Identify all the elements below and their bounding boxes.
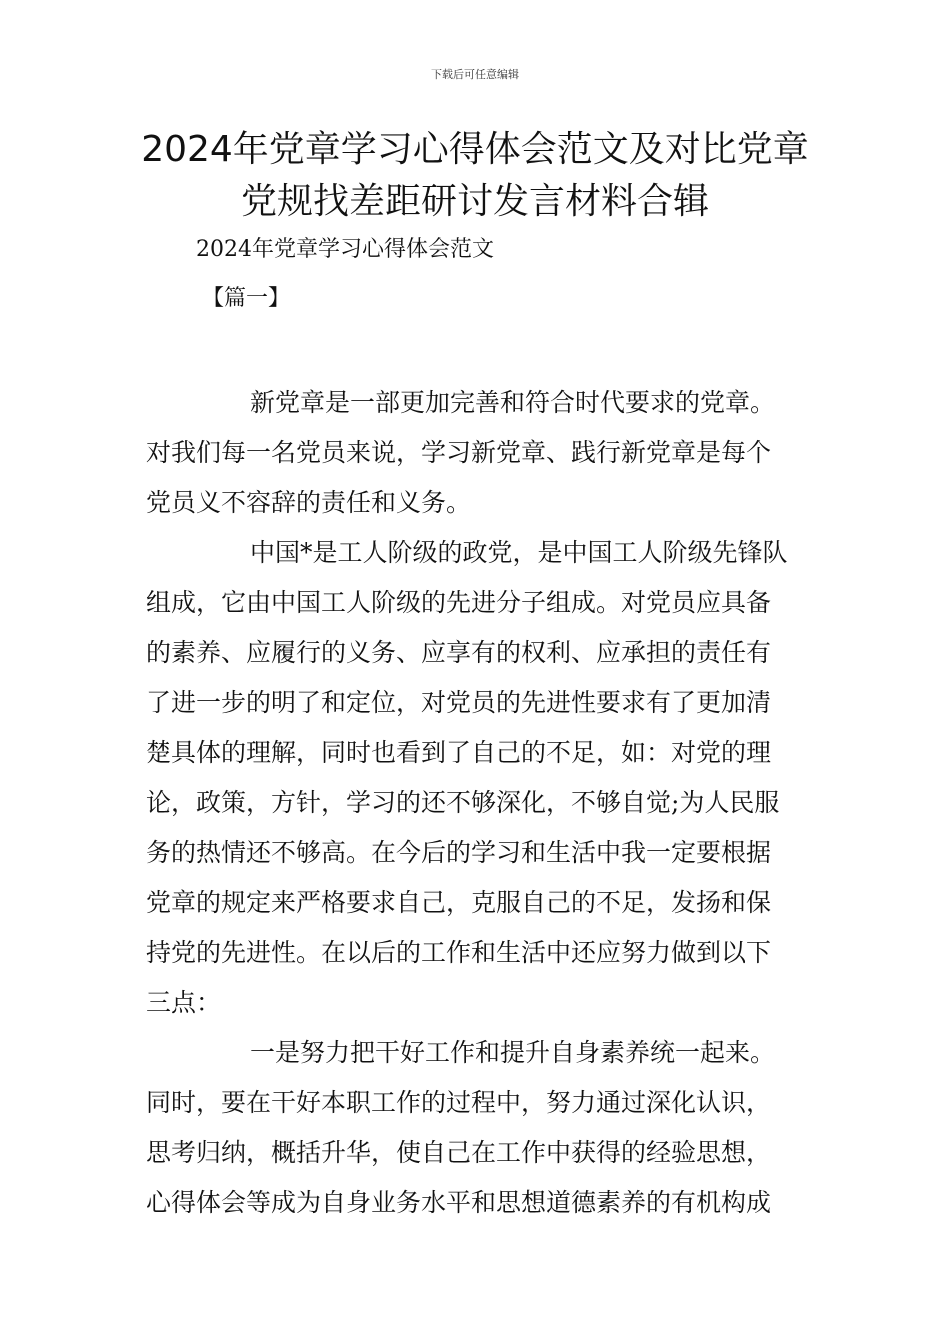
paragraph-1-line-2: 对我们每一名党员来说，学习新党章、践行新党章是每个 <box>146 438 772 467</box>
paragraph-2-line-8: 党章的规定来严格要求自己，克服自己的不足，发扬和保 <box>146 888 772 917</box>
paragraph-1-line-3: 党员义不容辞的责任和义务。 <box>146 488 472 517</box>
document-title <box>60 124 890 228</box>
paragraph-2-line-7: 务的热情还不够高。在今后的学习和生活中我一定要根据 <box>146 838 772 867</box>
title-line-1: 2024年党章学习心得体会范文及对比党章 <box>141 129 809 170</box>
subtitle: 2024年党章学习心得体会范文 <box>196 237 494 262</box>
paragraph-2-line-2: 组成，它由中国工人阶级的先进分子组成。对党员应具备 <box>146 588 772 617</box>
paragraph-2-line-3: 的素养、应履行的义务、应享有的权利、应承担的责任有 <box>146 638 772 667</box>
paragraph-2-line-6: 论，政策，方针，学习的还不够深化，不够自觉;为人民服 <box>146 788 780 817</box>
paragraph-2-line-4: 了进一步的明了和定位，对党员的先进性要求有了更加清 <box>146 688 772 717</box>
title-line-2: 党规找差距研讨发言材料合辑 <box>240 181 709 222</box>
paragraph-2-line-10: 三点： <box>146 988 222 1017</box>
paragraph-2-line-9: 持党的先进性。在以后的工作和生活中还应努力做到以下 <box>146 938 772 967</box>
paragraph-2-line-1: 中国*是工人阶级的政党，是中国工人阶级先锋队 <box>250 538 788 567</box>
paragraph-3-line-1: 一是努力把干好工作和提升自身素养统一起来。 <box>250 1038 776 1067</box>
paragraph-2-line-5: 楚具体的理解，同时也看到了自己的不足，如：对党的理 <box>146 738 772 767</box>
section-label: 【篇一】 <box>202 286 291 311</box>
header-note: 下载后可任意编辑 <box>431 68 519 81</box>
paragraph-3-line-3: 思考归纳，概括升华，使自己在工作中获得的经验思想， <box>146 1138 772 1167</box>
paragraph-1-line-1: 新党章是一部更加完善和符合时代要求的党章。 <box>250 388 776 417</box>
body-text <box>146 378 811 1228</box>
paragraph-3-line-2: 同时，要在干好本职工作的过程中，努力通过深化认识， <box>146 1088 772 1117</box>
paragraph-3-line-4: 心得体会等成为自身业务水平和思想道德素养的有机构成 <box>146 1188 772 1217</box>
